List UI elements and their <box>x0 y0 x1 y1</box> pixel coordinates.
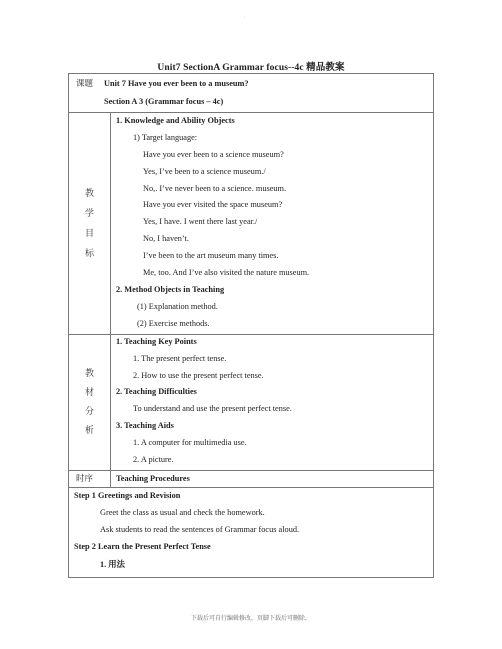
step1-line: Ask students to read the sentences of Grammar focus aloud. <box>100 525 300 534</box>
header-mark: . <box>244 14 246 20</box>
target-sentence: Me, too. And I’ve also visited the nature museum. <box>143 268 310 277</box>
key-points-heading: 1. Teaching Key Points <box>116 337 197 346</box>
target-sentence: Yes, I’ve been to a science museum./ <box>143 167 266 176</box>
target-language-label: 1) Target language: <box>133 133 198 142</box>
row-divider <box>68 470 433 471</box>
objectives-label-char: 教 <box>84 189 94 199</box>
page-footer: 下载后可自行编辑修改，页脚下载后可删除。 <box>190 615 311 622</box>
method-item: (1) Explanation method. <box>137 302 218 311</box>
objectives-heading: 1. Knowledge and Ability Objects <box>116 116 235 125</box>
analysis-label-char: 教 <box>84 369 94 379</box>
difficulty-text: To understand and use the present perfect tense. <box>133 404 292 413</box>
step1-title: Step 1 Greetings and Revision <box>74 491 181 500</box>
difficulties-heading: 2. Teaching Difficulties <box>116 387 197 396</box>
key-point-item: 1. The present perfect tense. <box>133 354 227 363</box>
sequence-label: 时序 <box>76 474 94 484</box>
target-sentence: I’ve been to the art museum many times. <box>143 251 279 260</box>
target-sentence: No, I haven’t. <box>143 234 189 243</box>
aid-item: 1. A computer for multimedia use. <box>133 438 247 447</box>
analysis-label-char: 材 <box>84 388 94 398</box>
target-sentence: No,. I’ve never been to a science. museum. <box>143 184 287 193</box>
page-title: Unit7 SectionA Grammar focus--4c 精品教案 <box>157 63 345 73</box>
objectives-label-char: 学 <box>84 209 94 219</box>
topic-label: 课题 <box>76 79 94 89</box>
analysis-label-char: 析 <box>84 426 94 436</box>
method-item: (2) Exercise methods. <box>137 319 210 328</box>
column-divider <box>110 112 111 487</box>
row-divider <box>68 112 433 113</box>
target-sentence: Have you ever visited the space museum? <box>143 200 283 209</box>
lesson-table <box>68 73 434 578</box>
topic-section: Section A 3 (Grammar focus – 4c) <box>104 97 224 106</box>
target-sentence: Yes, I have. I went there last year./ <box>143 217 258 226</box>
key-point-item: 2. How to use the present perfect tense. <box>133 371 264 380</box>
aid-item: 2. A picture. <box>133 455 174 464</box>
topic-title: Unit 7 Have you ever been to a museum? <box>104 79 249 88</box>
row-divider <box>68 487 433 488</box>
target-sentence: Have you ever been to a science museum? <box>143 150 284 159</box>
step2-sub: 1. 用法 <box>100 560 125 569</box>
aids-heading: 3. Teaching Aids <box>116 421 174 430</box>
objectives-label-char: 目 <box>84 229 94 239</box>
step2-title: Step 2 Learn the Present Perfect Tense <box>74 542 211 551</box>
step1-line: Greet the class as usual and check the homework. <box>100 508 265 517</box>
analysis-label-char: 分 <box>84 407 94 417</box>
row-divider <box>68 334 433 335</box>
methods-heading: 2. Method Objects in Teaching <box>116 285 225 294</box>
objectives-label-char: 标 <box>84 249 94 259</box>
procedures-heading: Teaching Procedures <box>116 474 190 483</box>
